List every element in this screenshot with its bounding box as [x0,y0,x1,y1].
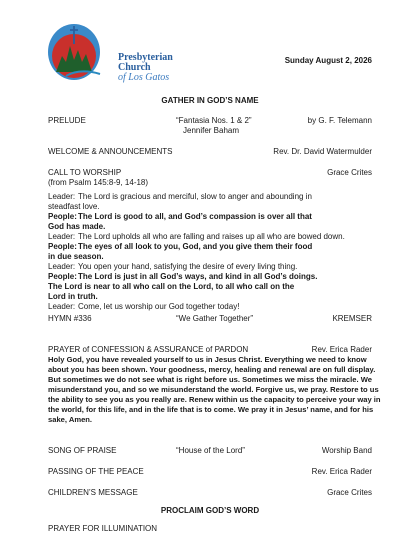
call-label: CALL TO WORSHIP [48,168,122,177]
litany-line [48,212,312,222]
litany-text: The Lord is just in all God’s ways, and kind in all God’s doings. [78,272,318,281]
children-label: CHILDREN’S MESSAGE [48,488,138,497]
litany-line [48,232,345,242]
litany-line [48,292,98,302]
litany-text: steadfast love. [48,202,100,211]
song-title: “House of the Lord” [176,446,245,455]
litany-line [48,222,105,232]
litany-role: People: [48,212,77,221]
litany-text: The Lord upholds all who are falling and raises up all who are bowed down. [78,232,345,241]
litany-text: The eyes of all look to you, God, and you give them their food [78,242,313,251]
children-leader: Grace Crites [327,488,372,497]
litany-role: People: [48,242,77,251]
litany-line [48,272,317,282]
litany-text: The Lord is near to all who call on the Lord, to all who call on the [48,282,295,291]
litany-line [48,262,297,272]
litany-text: Lord in truth. [48,292,98,301]
litany-text: The Lord is gracious and merciful, slow to anger and abounding in [78,192,312,201]
prelude-label: PRELUDE [48,116,86,125]
song-label: SONG OF PRAISE [48,446,117,455]
section-heading-gather: GATHER IN GOD’S NAME [161,96,259,105]
call-source: (from Psalm 145:8-9, 14-18) [48,178,149,187]
litany-text: God has made. [48,222,106,231]
litany-role: Leader: [48,192,76,201]
prelude-performer: Jennifer Baham [183,126,240,135]
hymn-label: HYMN #336 [48,314,92,323]
logo-line-2: Church [118,62,151,73]
litany-text: in due season. [48,252,104,261]
litany-line [48,282,294,292]
litany-role: Leader: [48,262,76,271]
logo-wordmark [118,53,173,83]
logo-line-3: of Los Gatos [118,72,170,83]
church-logo [44,16,174,86]
litany-role: People: [48,272,77,281]
hymn-tune: KREMSER [332,314,372,323]
logo-line-1: Presbyterian [118,52,173,63]
litany-line [48,252,104,262]
welcome-label: WELCOME & ANNOUNCEMENTS [48,147,173,156]
litany-line [48,242,312,252]
hymn-title: “We Gather Together” [176,314,254,323]
service-date: Sunday August 2, 2026 [284,56,372,65]
confession-prayer-text: Holy God, you have revealed yourself to us in Jesus Christ. Everything we need to know about you has been shown. Your goodness, mercy, healing and renewal are on full display. But sometimes we do not see what is right before us. Sometimes we miss the miracle. We misunderstand you, and so we misunderstand the world. Forgive us, we pray. Restore to us the ability to see you as you really are. Renew within us the capacity to perceive your way in the world, for this life, and in the life that is to come. We pray it in Jesus’ name, and for his sake, Amen. [48,355,381,424]
litany-text: You open your hand, satisfying the desire of every living thing. [78,262,298,271]
litany-line [48,302,239,312]
prelude-composer: by G. F. Telemann [307,116,372,125]
peace-label: PASSING OF THE PEACE [48,467,144,476]
litany-text: The Lord is good to all, and God’s compassion is over all that [78,212,312,221]
peace-leader: Rev. Erica Rader [311,467,372,476]
litany-role: Leader: [48,302,76,311]
litany-text: Come, let us worship our God together today! [78,302,240,311]
litany-line [48,202,100,212]
prelude-title: “Fantasia Nos. 1 & 2” [176,116,252,125]
welcome-leader: Rev. Dr. David Watermulder [273,147,372,156]
confession-label: PRAYER of CONFESSION & ASSURANCE of PARDON [48,345,249,354]
song-leader: Worship Band [321,446,372,455]
illumination-label: PRAYER FOR ILLUMINATION [48,524,158,533]
litany-role: Leader: [48,232,76,241]
section-heading-proclaim: PROCLAIM GOD’S WORD [160,506,260,515]
litany-line [48,192,312,202]
confession-leader: Rev. Erica Rader [311,345,372,354]
call-leader: Grace Crites [327,168,372,177]
